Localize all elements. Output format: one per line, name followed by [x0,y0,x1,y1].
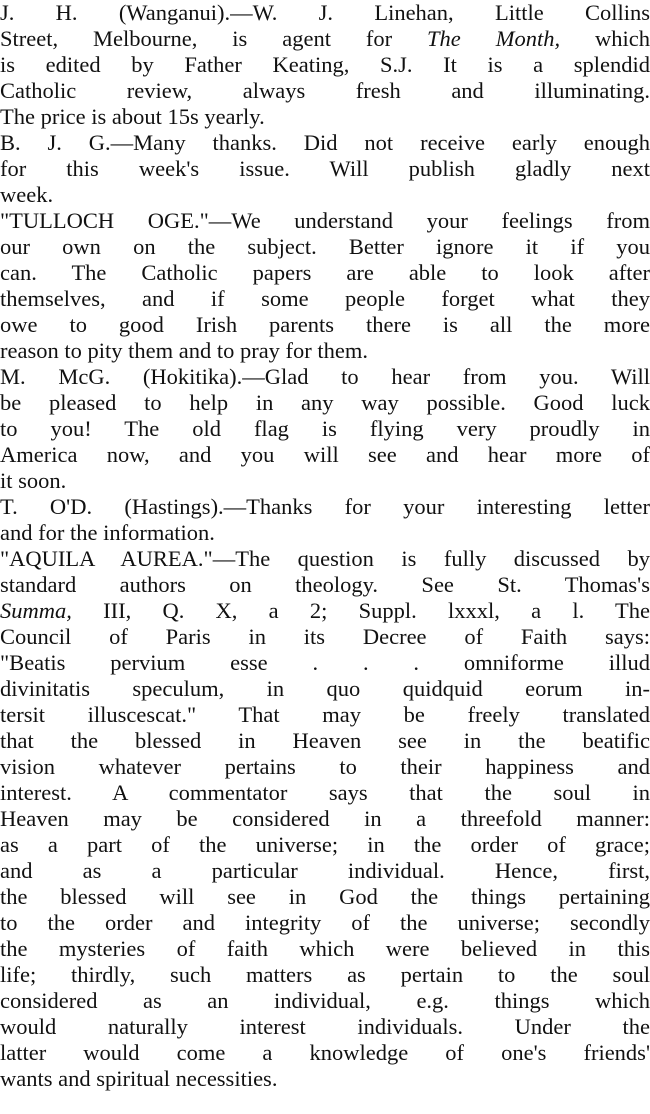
text-line: and for the information. [0,520,215,545]
text-line: for this week's issue. Will publish gladly next [0,156,650,181]
text-fragment: III, Q. X, a 2; Suppl. lxxxl, a l. The [103,598,650,623]
text-fragment: Street, Melbourne, is agent for [0,26,393,51]
text-line: would naturally interest individuals. Under the [0,1014,650,1039]
text-line: the mysteries of faith which were believed in this [0,936,650,961]
text-line: M. McG. (Hokitika).—Glad to hear from you. Will [0,364,650,389]
text-line: owe to good Irish parents there is all the more [0,312,650,337]
text-line: and as a particular individual. Hence, first, [0,858,650,883]
text-line: themselves, and if some people forget what they [0,286,650,311]
text-line: divinitatis speculum, in quo quidquid eorum in- [0,676,650,701]
text-line: B. J. G.—Many thanks. Did not receive early enough [0,130,650,155]
text-line: it soon. [0,468,67,493]
text-line: standard authors on theology. See St. Thomas's [0,572,650,597]
text-line: wants and spiritual necessities. [0,1066,278,1091]
text-line: to you! The old flag is flying very proudly in [0,416,650,441]
text-line: the blessed will see in God the things pertaining [0,884,650,909]
text-line: be pleased to help in any way possible. Good luck [0,390,650,415]
text-line: is edited by Father Keating, S.J. It is a splendid [0,52,650,77]
text-line: considered as an individual, e.g. things which [0,988,650,1013]
answer-entry-mmcg [0,364,650,494]
text-line: that the blessed in Heaven see in the beatific [0,728,650,753]
text-line [0,598,650,624]
text-fragment: which [595,26,650,51]
text-line: latter would come a knowledge of one's friends' [0,1040,650,1065]
text-line [0,26,650,52]
text-line: "TULLOCH OGE."—We understand your feelings from [0,208,650,233]
text-line: "AQUILA AUREA."—The question is fully discussed by [0,546,650,571]
text-line: life; thirdly, such matters as pertain to the soul [0,962,650,987]
answer-entry-jh [0,0,650,130]
text-line: tersit illuscescat." That may be freely translated [0,702,650,727]
text-line: Council of Paris in its Decree of Faith says: [0,624,650,649]
publication-title: The Month, [427,26,561,51]
text-line: reason to pity them and to pray for them. [0,338,369,363]
text-line: The price is about 15s yearly. [0,104,265,129]
answer-entry-bjg [0,130,650,208]
answer-entry-aquila-aurea [0,546,650,1092]
answer-entry-tod [0,494,650,546]
text-line: week. [0,182,54,207]
work-title: Summa, [0,598,72,623]
text-line: can. The Catholic papers are able to look after [0,260,650,285]
text-line: Heaven may be considered in a threefold manner: [0,806,650,831]
text-line: vision whatever pertains to their happiness and [0,754,650,779]
text-line: America now, and you will see and hear more of [0,442,650,467]
text-line: to the order and integrity of the universe; secondly [0,910,650,935]
text-line: as a part of the universe; in the order of grace; [0,832,650,857]
text-line: interest. A commentator says that the soul in [0,780,650,805]
text-line: J. H. (Wanganui).—W. J. Linehan, Little Collins [0,0,650,25]
answer-entry-tulloch-oge [0,208,650,364]
text-line: Catholic review, always fresh and illuminating. [0,78,650,103]
text-line: "Beatis pervium esse . . . omniforme illud [0,650,650,675]
text-line: our own on the subject. Better ignore it if you [0,234,650,259]
text-line: T. O'D. (Hastings).—Thanks for your interesting letter [0,494,650,519]
